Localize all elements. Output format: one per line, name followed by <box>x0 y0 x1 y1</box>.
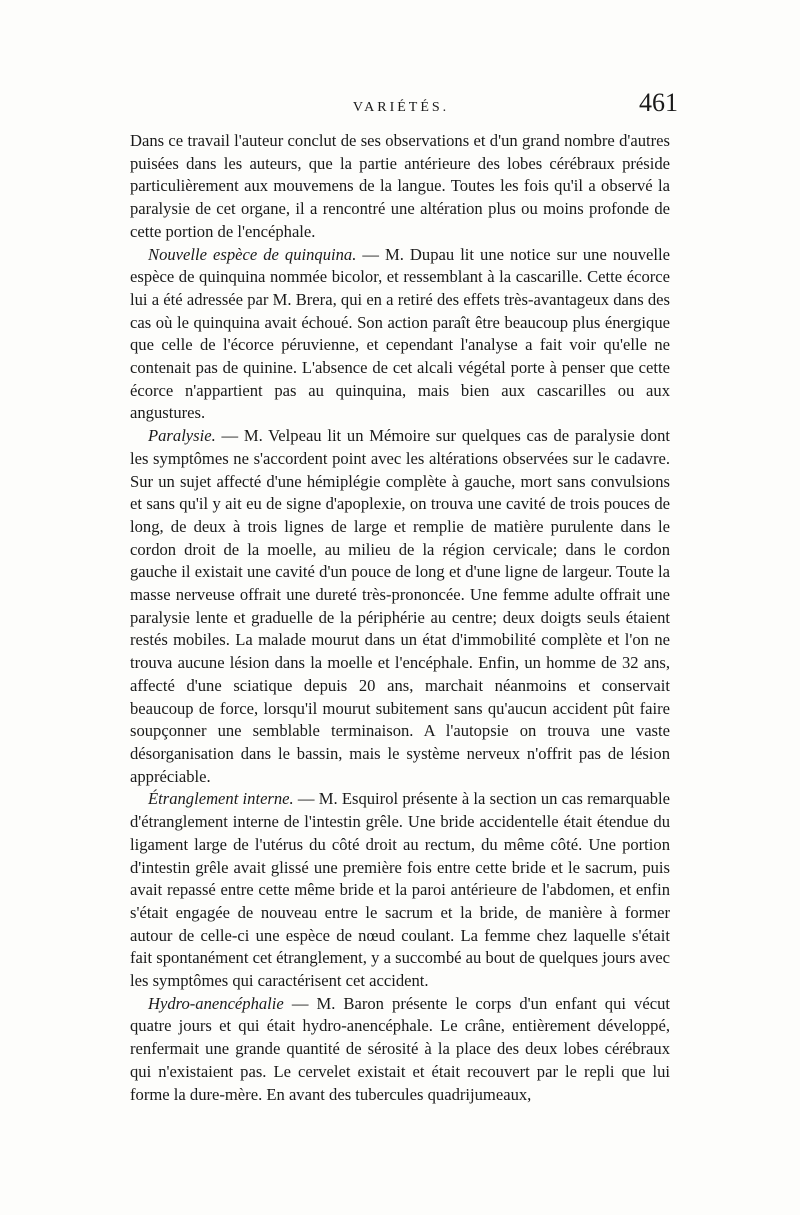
paragraph-text: — M. Velpeau lit un Mémoire sur quelques cas de paralysie dont les symptômes ne s'accordent point avec les altérations observées sur le cadavre. Sur un sujet affecté d'une hémiplégie complète à gauche, mort sans convulsions et sans qu'il y ait eu de signe d'apoplexie, on trouva une cavité de trois pouces de long, de deux à trois lignes de large et remplie de matière purulente dans le cordon droit de la moelle, au milieu de la région cervicale; dans le cordon gauche il existait une cavité d'un pouce de long et d'une ligne de largeur. Toute la masse nerveuse offrait une dureté très-prononcée. Une femme adulte offrait une paralysie lente et graduelle de la périphérie au centre; deux doigts seuls étaient restés mobiles. La malade mourut dans un état d'immobilité complète et l'on ne trouva aucune lésion dans la moelle et l'encéphale. Enfin, un homme de 32 ans, affecté d'une sciatique depuis 20 ans, marchait néanmoins et conservait beaucoup de force, lorsqu'il mourut subitement sans qu'aucun accident pût faire soupçonner une semblable terminaison. A l'autopsie on trouva une vaste désorganisation dans le bassin, mais le système nerveux n'offrit pas de lésion appréciable. <box>130 426 670 786</box>
running-head: VARIÉTÉS. <box>352 100 450 115</box>
section-heading: Hydro-anencéphalie <box>148 993 284 1013</box>
paragraph-etranglement <box>130 788 670 992</box>
section-heading: Étranglement interne. <box>148 789 294 809</box>
paragraph-text: — M. Baron présente le corps d'un enfant qui vécut quatre jours et qui était hydro-anencéphale. Le crâne, entièrement développé, renfermait une grande quantité de sérosité à la place des deux lobes cérébraux qui n'existaient pas. Le cervelet existait et était recouvert par le repli que lui forme la dure-mère. En avant des tubercules quadrijumeaux, <box>130 993 670 1104</box>
page-header <box>128 88 678 128</box>
paragraph-text: Dans ce travail l'auteur conclut de ses observations et d'un grand nombre d'autres puisées dans les auteurs, que la partie antérieure des lobes cérébraux préside particulièrement aux mouvemens de la langue. Toutes les fois qu'il a observé la paralysie de cet organe, il a rencontré une altération plus ou moins profonde de cette portion de l'encéphale. <box>130 131 670 241</box>
paragraph-hydro-anencephalie <box>130 993 670 1107</box>
paragraph-intro <box>130 130 670 244</box>
paragraph-quinquina <box>130 244 670 426</box>
paragraph-paralysie <box>130 425 670 788</box>
paragraph-text: — M. Dupau lit une notice sur une nouvelle espèce de quinquina nommée bicolor, et ressemblant à la cascarille. Cette écorce lui a été adressée par M. Brera, qui en a retiré des effets très-avantageux dans des cas où le quinquina avait échoué. Son action paraît être beaucoup plus énergique que celle de l'écorce péruvienne, et cependant l'analyse a fait voir qu'elle ne contenait pas de quinine. L'absence de cet alcali végétal porte à penser que cette écorce n'appartient pas au quinquina, mais bien aux cascarilles ou aux angustures. <box>130 244 670 423</box>
body-text <box>130 130 670 1106</box>
section-heading: Paralysie. <box>148 426 216 446</box>
page-number: 461 <box>639 88 678 117</box>
paragraph-text: — M. Esquirol présente à la section un cas remarquable d'étranglement interne de l'intestin grêle. Une bride accidentelle était étendue du ligament large de l'utérus du côté droit au rectum, du même côté. Une portion d'intestin grêle avait glissé une première fois entre cette bride et le sacrum, puis avait repassé entre cette même bride et la paroi antérieure de l'abdomen, et enfin s'était engagée de nouveau entre le sacrum et la bride, de manière à former autour de celle-ci une espèce de nœud coulant. La femme chez laquelle s'était fait spontanément cet étranglement, y a succombé au bout de quelques jours avec les symptômes qui caractérisent cet accident. <box>130 789 670 991</box>
section-heading: Nouvelle espèce de quinquina. <box>148 244 357 264</box>
